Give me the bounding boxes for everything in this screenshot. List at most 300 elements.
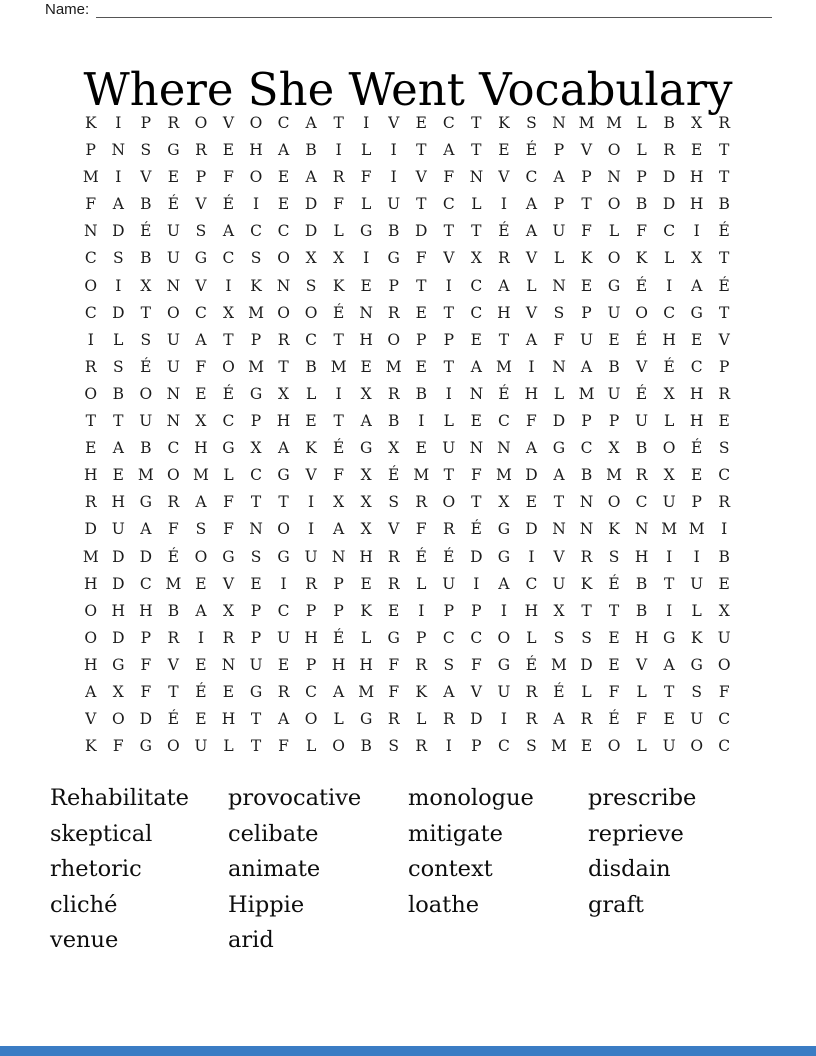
grid-letter: F bbox=[140, 682, 152, 701]
grid-letter: H bbox=[359, 330, 373, 349]
grid-letter: U bbox=[635, 412, 649, 431]
grid-letter: F bbox=[636, 222, 647, 241]
grid-letter: V bbox=[525, 303, 538, 322]
grid-letter: I bbox=[528, 357, 535, 376]
grid-letter: K bbox=[84, 737, 97, 756]
grid-letter: V bbox=[718, 330, 730, 349]
grid-letter: C bbox=[718, 737, 731, 756]
grid-letter: F bbox=[360, 168, 372, 187]
grid-letter: F bbox=[443, 168, 455, 187]
grid-letter: M bbox=[578, 114, 595, 132]
grid-letter: O bbox=[167, 303, 180, 322]
grid-letter: H bbox=[689, 412, 704, 431]
grid-letter: B bbox=[140, 439, 152, 458]
grid-letter: G bbox=[222, 547, 235, 566]
grid-letter: F bbox=[415, 249, 427, 268]
grid-letter: X bbox=[553, 601, 565, 620]
grid-letter: E bbox=[195, 655, 207, 674]
grid-letter: S bbox=[691, 682, 702, 701]
word-bank-item: provocative bbox=[228, 785, 362, 811]
grid-letter: I bbox=[308, 520, 315, 539]
grid-letter: G bbox=[249, 682, 263, 701]
grid-letter: P bbox=[691, 493, 702, 512]
grid-letter: I bbox=[280, 574, 287, 593]
grid-letter: E bbox=[195, 710, 207, 729]
grid-letter: B bbox=[140, 195, 152, 214]
grid-letter: É bbox=[195, 682, 207, 701]
grid-letter: R bbox=[580, 710, 593, 729]
grid-letter: O bbox=[249, 168, 263, 187]
grid-letter: N bbox=[221, 655, 236, 674]
grid-letter: C bbox=[718, 466, 731, 485]
grid-letter: U bbox=[552, 574, 566, 593]
grid-letter: O bbox=[635, 303, 648, 322]
grid-letter: S bbox=[140, 141, 152, 160]
grid-letter: O bbox=[194, 547, 208, 566]
grid-letter: G bbox=[139, 737, 153, 756]
grid-letter: E bbox=[718, 412, 730, 431]
grid-letter: I bbox=[87, 330, 94, 349]
grid-letter: E bbox=[498, 141, 510, 160]
grid-letter: L bbox=[361, 141, 372, 160]
grid-letter: A bbox=[277, 710, 290, 729]
grid-letter: E bbox=[195, 384, 207, 403]
grid-letter: P bbox=[195, 168, 207, 187]
grid-letter: R bbox=[635, 466, 648, 485]
grid-letter: U bbox=[442, 439, 456, 458]
grid-letter: X bbox=[663, 384, 675, 403]
grid-letter: V bbox=[553, 547, 565, 566]
grid-letter: M bbox=[606, 466, 622, 485]
grid-letter: G bbox=[497, 547, 511, 566]
grid-letter: T bbox=[608, 601, 620, 620]
grid-letter: A bbox=[443, 141, 455, 160]
grid-letter: K bbox=[608, 520, 620, 539]
grid-letter: É bbox=[167, 710, 180, 729]
grid-letter: N bbox=[469, 384, 484, 403]
grid-letter: I bbox=[225, 276, 232, 295]
grid-letter: X bbox=[278, 384, 290, 403]
grid-letter: N bbox=[552, 357, 566, 376]
grid-letter: R bbox=[663, 141, 675, 160]
grid-letter: F bbox=[470, 466, 482, 485]
grid-letter: B bbox=[635, 574, 648, 593]
grid-letter: U bbox=[607, 384, 621, 403]
grid-letter: X bbox=[222, 601, 234, 620]
grid-letter: C bbox=[635, 493, 648, 512]
grid-letter: E bbox=[470, 330, 482, 349]
grid-letter: S bbox=[526, 114, 537, 132]
grid-letter: G bbox=[139, 493, 153, 512]
grid-letter: O bbox=[662, 439, 676, 458]
grid-letter: X bbox=[691, 249, 703, 268]
grid-letter: C bbox=[663, 303, 676, 322]
word-bank-item: Hippie bbox=[228, 891, 305, 918]
grid-letter: N bbox=[497, 439, 511, 458]
grid-letter: F bbox=[140, 655, 152, 674]
grid-letter: P bbox=[250, 330, 262, 349]
grid-letter: R bbox=[387, 303, 400, 322]
grid-letter: G bbox=[194, 249, 208, 268]
word-bank-item: venue bbox=[50, 927, 119, 954]
grid-letter: T bbox=[498, 330, 510, 349]
grid-letter: A bbox=[360, 412, 372, 431]
grid-letter: M bbox=[165, 574, 182, 593]
grid-letter: E bbox=[85, 439, 97, 458]
grid-letter: É bbox=[553, 682, 565, 701]
grid-letter: G bbox=[277, 466, 290, 485]
grid-letter: T bbox=[333, 114, 344, 132]
grid-letter: X bbox=[305, 249, 317, 268]
grid-letter: H bbox=[689, 195, 704, 214]
grid-letter: T bbox=[581, 601, 592, 620]
grid-letter: V bbox=[498, 168, 510, 187]
grid-letter: V bbox=[443, 249, 455, 268]
grid-letter: P bbox=[416, 628, 427, 647]
grid-letter: L bbox=[553, 384, 565, 403]
grid-letter: B bbox=[580, 466, 593, 485]
grid-letter: R bbox=[387, 710, 400, 729]
grid-letter: F bbox=[581, 222, 592, 241]
grid-letter: F bbox=[636, 710, 647, 729]
grid-letter: T bbox=[168, 682, 179, 701]
grid-letter: F bbox=[553, 330, 565, 349]
grid-letter: T bbox=[250, 737, 262, 756]
grid-letter: S bbox=[581, 628, 592, 647]
grid-letter: H bbox=[689, 384, 704, 403]
grid-letter: I bbox=[390, 141, 397, 160]
grid-letter: L bbox=[471, 195, 482, 214]
grid-letter: X bbox=[333, 249, 345, 268]
grid-letter: T bbox=[719, 249, 730, 268]
word-bank-item: Rehabilitate bbox=[50, 785, 189, 811]
grid-letter: O bbox=[607, 195, 621, 214]
grid-letter: C bbox=[470, 276, 483, 295]
grid-letter: P bbox=[85, 141, 96, 160]
grid-letter: C bbox=[497, 737, 510, 756]
grid-letter: P bbox=[140, 114, 152, 132]
grid-letter: L bbox=[333, 222, 344, 241]
grid-letter: I bbox=[528, 547, 535, 566]
grid-letter: O bbox=[717, 655, 731, 674]
grid-letter: I bbox=[115, 114, 122, 132]
grid-letter: R bbox=[415, 493, 428, 512]
grid-letter: E bbox=[525, 493, 538, 512]
grid-letter: V bbox=[580, 141, 593, 160]
grid-letter: S bbox=[718, 439, 730, 458]
grid-letter: M bbox=[248, 357, 264, 376]
grid-letter: R bbox=[195, 141, 207, 160]
grid-letter: H bbox=[221, 710, 236, 729]
grid-letter: H bbox=[331, 655, 346, 674]
grid-letter: É bbox=[635, 384, 648, 403]
grid-letter: R bbox=[442, 520, 455, 539]
grid-letter: D bbox=[112, 222, 125, 241]
grid-letter: H bbox=[689, 168, 704, 187]
grid-letter: V bbox=[222, 574, 235, 593]
grid-letter: C bbox=[139, 574, 152, 593]
grid-letter: O bbox=[194, 114, 208, 132]
grid-letter: I bbox=[363, 249, 370, 268]
grid-letter: L bbox=[581, 682, 592, 701]
grid-letter: E bbox=[608, 655, 620, 674]
grid-letter: V bbox=[167, 655, 179, 674]
grid-letter: H bbox=[249, 141, 263, 160]
grid-letter: D bbox=[304, 222, 318, 241]
grid-letter: P bbox=[581, 168, 592, 187]
grid-letter: G bbox=[607, 276, 621, 295]
grid-letter: A bbox=[112, 195, 124, 214]
grid-letter: E bbox=[360, 276, 372, 295]
grid-letter: É bbox=[332, 303, 345, 322]
grid-letter: O bbox=[442, 493, 456, 512]
grid-letter: E bbox=[277, 655, 290, 674]
grid-letter: O bbox=[304, 303, 318, 322]
grid-letter: E bbox=[360, 357, 372, 376]
grid-letter: E bbox=[718, 574, 730, 593]
grid-letter: T bbox=[250, 493, 262, 512]
grid-letter: C bbox=[470, 628, 483, 647]
grid-letter: R bbox=[387, 574, 400, 593]
grid-letter: B bbox=[415, 384, 427, 403]
grid-letter: M bbox=[413, 466, 430, 485]
grid-letter: S bbox=[140, 330, 152, 349]
grid-letter: I bbox=[445, 737, 452, 756]
grid-letter: R bbox=[498, 249, 510, 268]
grid-letter: G bbox=[690, 303, 703, 322]
grid-letter: M bbox=[137, 466, 154, 485]
grid-letter: G bbox=[277, 547, 290, 566]
grid-letter: P bbox=[553, 195, 565, 214]
grid-letter: D bbox=[139, 710, 153, 729]
grid-letter: L bbox=[636, 737, 647, 756]
grid-letter: H bbox=[304, 628, 318, 647]
grid-letter: U bbox=[277, 628, 291, 647]
grid-letter: I bbox=[500, 195, 507, 214]
grid-letter: F bbox=[388, 655, 400, 674]
grid-letter: C bbox=[470, 303, 483, 322]
grid-letter: D bbox=[580, 655, 593, 674]
grid-letter: X bbox=[333, 493, 345, 512]
name-blank-line bbox=[96, 2, 772, 18]
grid-letter: G bbox=[222, 439, 235, 458]
grid-letter: B bbox=[635, 601, 648, 620]
grid-letter: É bbox=[608, 574, 620, 593]
grid-letter: O bbox=[84, 276, 98, 295]
grid-letter: P bbox=[443, 330, 455, 349]
grid-letter: T bbox=[278, 493, 289, 512]
grid-letter: A bbox=[333, 520, 345, 539]
grid-letter: H bbox=[634, 547, 649, 566]
grid-letter: S bbox=[250, 547, 262, 566]
grid-letter: P bbox=[471, 737, 482, 756]
grid-letter: E bbox=[277, 168, 290, 187]
grid-letter: O bbox=[304, 710, 318, 729]
grid-letter: E bbox=[277, 195, 290, 214]
grid-letter: O bbox=[167, 466, 180, 485]
grid-letter: A bbox=[663, 655, 675, 674]
grid-letter: É bbox=[525, 141, 538, 160]
grid-letter: X bbox=[360, 493, 372, 512]
grid-letter: V bbox=[195, 195, 207, 214]
word-bank-column bbox=[50, 781, 228, 959]
grid-letter: É bbox=[443, 547, 455, 566]
grid-letter: C bbox=[580, 439, 593, 458]
grid-letter: H bbox=[359, 655, 373, 674]
grid-letter: H bbox=[662, 330, 676, 349]
grid-letter: D bbox=[112, 547, 125, 566]
grid-letter: E bbox=[691, 466, 703, 485]
grid-letter: U bbox=[304, 547, 318, 566]
grid-letter: I bbox=[418, 412, 425, 431]
grid-letter: L bbox=[636, 114, 647, 132]
grid-letter: C bbox=[442, 628, 455, 647]
grid-letter: P bbox=[719, 357, 730, 376]
grid-letter: F bbox=[526, 412, 537, 431]
grid-letter: U bbox=[579, 330, 594, 349]
word-bank-item: animate bbox=[228, 856, 321, 883]
grid-letter: R bbox=[525, 710, 538, 729]
grid-letter: U bbox=[166, 357, 180, 376]
grid-letter: U bbox=[166, 330, 180, 349]
grid-letter: I bbox=[693, 547, 700, 566]
grid-letter: P bbox=[581, 412, 592, 431]
grid-letter: K bbox=[690, 628, 703, 647]
grid-letter: F bbox=[415, 520, 427, 539]
grid-letter: U bbox=[166, 249, 180, 268]
grid-letter: N bbox=[276, 276, 291, 295]
grid-letter: R bbox=[718, 384, 731, 403]
grid-letter: T bbox=[250, 710, 262, 729]
grid-letter: U bbox=[662, 737, 676, 756]
grid-letter: U bbox=[607, 303, 621, 322]
grid-letter: G bbox=[359, 439, 373, 458]
grid-letter: É bbox=[332, 439, 345, 458]
grid-letter: T bbox=[333, 412, 344, 431]
grid-letter: O bbox=[332, 737, 345, 756]
grid-letter: O bbox=[167, 737, 180, 756]
grid-letter: B bbox=[608, 357, 620, 376]
grid-letter: V bbox=[635, 357, 648, 376]
grid-letter: É bbox=[332, 628, 345, 647]
grid-letter: X bbox=[608, 439, 620, 458]
grid-letter: C bbox=[663, 222, 676, 241]
grid-letter: S bbox=[250, 249, 262, 268]
grid-letter: R bbox=[277, 682, 290, 701]
grid-letter: É bbox=[635, 276, 648, 295]
grid-letter: S bbox=[388, 493, 400, 512]
grid-letter: O bbox=[111, 710, 125, 729]
grid-letter: E bbox=[112, 466, 124, 485]
grid-letter: A bbox=[140, 520, 152, 539]
grid-letter: L bbox=[608, 222, 620, 241]
grid-letter: F bbox=[388, 682, 400, 701]
grid-letter: H bbox=[84, 574, 98, 593]
grid-letter: I bbox=[335, 141, 342, 160]
grid-letter: A bbox=[553, 168, 565, 187]
grid-letter: C bbox=[442, 114, 455, 132]
grid-letter: P bbox=[305, 601, 317, 620]
grid-letter: S bbox=[112, 357, 124, 376]
grid-letter: F bbox=[223, 520, 234, 539]
grid-letter: U bbox=[139, 412, 153, 431]
grid-letter: X bbox=[112, 682, 124, 701]
grid-letter: E bbox=[222, 141, 235, 160]
grid-letter: F bbox=[278, 737, 289, 756]
grid-letter: B bbox=[718, 195, 730, 214]
grid-letter: É bbox=[663, 357, 675, 376]
grid-letter: G bbox=[112, 655, 125, 674]
grid-letter: P bbox=[388, 276, 399, 295]
grid-letter: F bbox=[85, 195, 97, 214]
word-bank-column bbox=[228, 781, 408, 959]
grid-letter: A bbox=[195, 493, 207, 512]
grid-letter: M bbox=[330, 357, 347, 376]
grid-letter: T bbox=[553, 493, 565, 512]
grid-letter: I bbox=[693, 222, 700, 241]
grid-letter: L bbox=[526, 276, 537, 295]
grid-letter: B bbox=[388, 412, 400, 431]
word-bank-item: cliché bbox=[50, 891, 118, 918]
grid-letter: U bbox=[690, 574, 704, 593]
grid-letter: C bbox=[84, 249, 97, 268]
grid-letter: F bbox=[112, 737, 124, 756]
grid-letter: H bbox=[84, 655, 98, 674]
grid-letter: O bbox=[277, 520, 290, 539]
grid-letter: L bbox=[305, 737, 317, 756]
grid-letter: V bbox=[635, 655, 648, 674]
grid-letter: R bbox=[332, 168, 345, 187]
grid-letter: O bbox=[607, 141, 621, 160]
grid-letter: H bbox=[84, 466, 98, 485]
grid-letter: B bbox=[305, 141, 317, 160]
grid-letter: S bbox=[195, 222, 207, 241]
grid-letter: K bbox=[84, 114, 97, 132]
grid-letter: C bbox=[277, 601, 290, 620]
grid-letter: T bbox=[416, 141, 427, 160]
grid-letter: F bbox=[195, 357, 207, 376]
word-bank-column bbox=[588, 781, 696, 959]
grid-letter: P bbox=[553, 141, 565, 160]
grid-letter: É bbox=[498, 384, 510, 403]
grid-letter: L bbox=[416, 710, 427, 729]
grid-letter: I bbox=[666, 276, 673, 295]
grid-letter: É bbox=[691, 439, 703, 458]
grid-letter: F bbox=[718, 682, 730, 701]
word-bank-item: prescribe bbox=[588, 785, 697, 811]
grid-letter: D bbox=[552, 412, 566, 431]
grid-letter: T bbox=[85, 412, 96, 431]
grid-letter: T bbox=[416, 195, 427, 214]
grid-letter: U bbox=[166, 222, 180, 241]
grid-letter: D bbox=[112, 574, 125, 593]
grid-letter: N bbox=[469, 439, 484, 458]
grid-letter: L bbox=[636, 682, 647, 701]
grid-letter: H bbox=[194, 439, 208, 458]
grid-letter: B bbox=[112, 384, 124, 403]
grid-letter: R bbox=[387, 384, 400, 403]
grid-letter: X bbox=[250, 439, 262, 458]
grid-letter: E bbox=[222, 682, 235, 701]
grid-letter: H bbox=[139, 601, 153, 620]
grid-letter: C bbox=[84, 303, 97, 322]
grid-letter: T bbox=[278, 357, 289, 376]
grid-letter: X bbox=[663, 466, 675, 485]
grid-letter: C bbox=[250, 222, 262, 241]
grid-letter: M bbox=[661, 520, 678, 539]
grid-letter: D bbox=[470, 710, 483, 729]
grid-letter: L bbox=[636, 141, 647, 160]
